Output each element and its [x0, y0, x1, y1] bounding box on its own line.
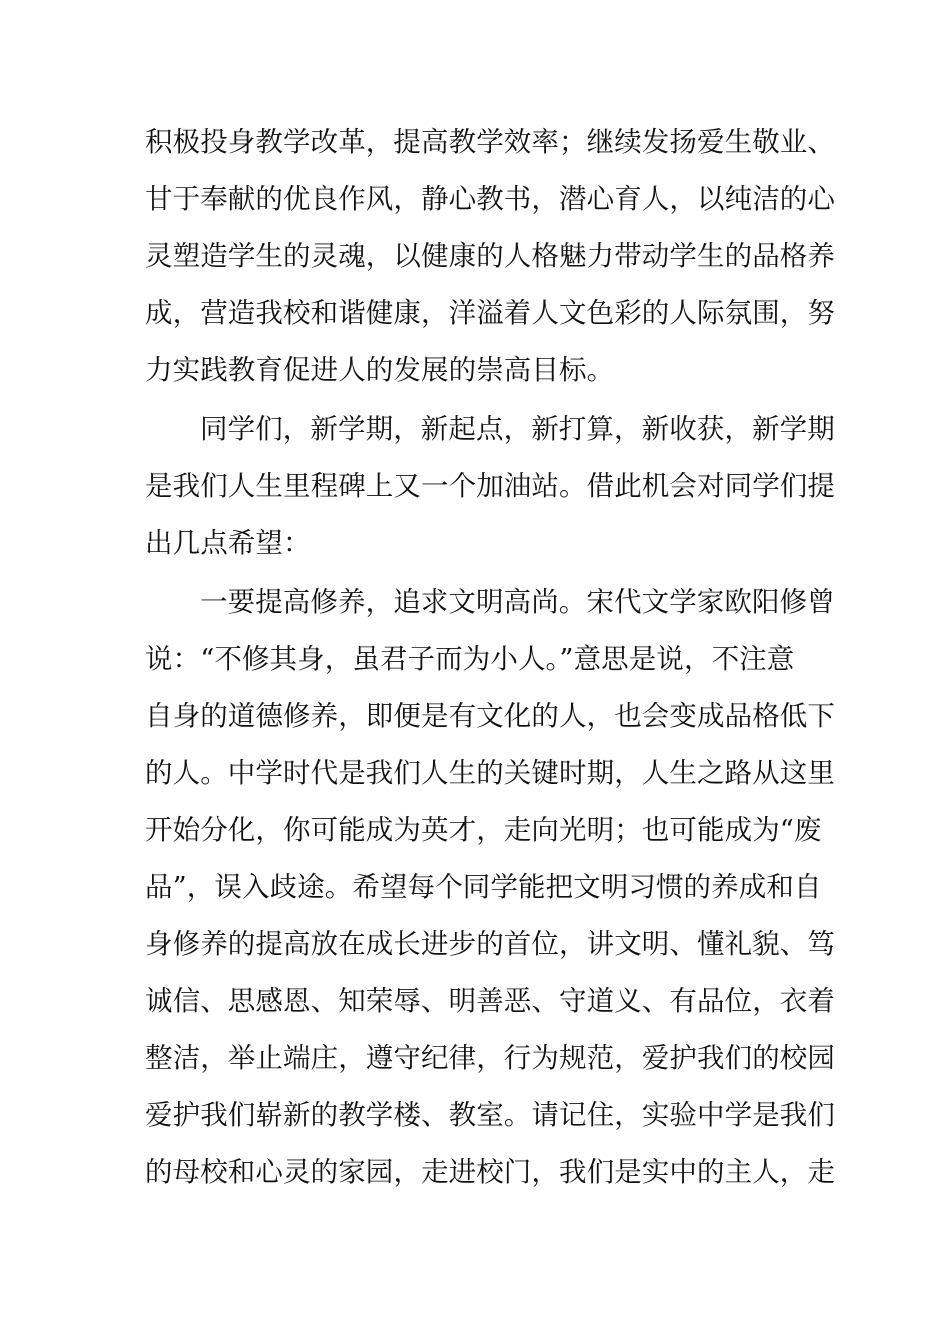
paragraph-start-line-6: 同学们，新学期，新起点，新打算，新收获，新学期: [200, 413, 835, 445]
text-line-18: 爱护我们崭新的教学楼、教室。请记住，实验中学是我们: [145, 1099, 835, 1131]
text-line-12: 的人。中学时代是我们人生的关键时期，人生之路从这里: [145, 757, 835, 789]
text-line-7: 是我们人生里程碑上又一个加油站。借此机会对同学们提: [145, 470, 835, 502]
text-line-4: 成，营造我校和谐健康，洋溢着人文色彩的人际氛围，努: [145, 297, 835, 329]
text-line-1: 积极投身教学改革，提高教学效率；继续发扬爱生敬业、: [145, 126, 835, 158]
text-line-19: 的母校和心灵的家园，走进校门，我们是实中的主人，走: [145, 1156, 835, 1188]
text-line-16: 诚信、思感恩、知荣辱、明善恶、守道义、有品位，衣着: [145, 985, 835, 1017]
text-line-10: 说：“不修其身，虽君子而为小人。”意思是说，不注意: [145, 643, 795, 675]
text-line-3: 灵塑造学生的灵魂，以健康的人格魅力带动学生的品格养: [145, 240, 835, 272]
text-line-8: 出几点希望：: [145, 527, 311, 559]
text-line-14: 品”，误入歧途。希望每个同学能把文明习惯的养成和自: [145, 871, 822, 903]
text-line-2: 甘于奉献的优良作风，静心教书，潜心育人，以纯洁的心: [145, 183, 835, 215]
text-line-5: 力实践教育促进人的发展的崇高目标。: [145, 354, 615, 386]
text-line-11: 自身的道德修养，即便是有文化的人，也会变成品格低下: [145, 700, 835, 732]
text-line-13: 开始分化，你可能成为英才，走向光明；也可能成为“废: [145, 814, 822, 846]
paragraph-start-line-9: 一要提高修养，追求文明高尚。宋代文学家欧阳修曾: [200, 586, 835, 618]
text-line-17: 整洁，举止端庄，遵守纪律，行为规范，爱护我们的校园: [145, 1042, 835, 1074]
text-line-15: 身修养的提高放在成长进步的首位，讲文明、懂礼貌、笃: [145, 928, 835, 960]
